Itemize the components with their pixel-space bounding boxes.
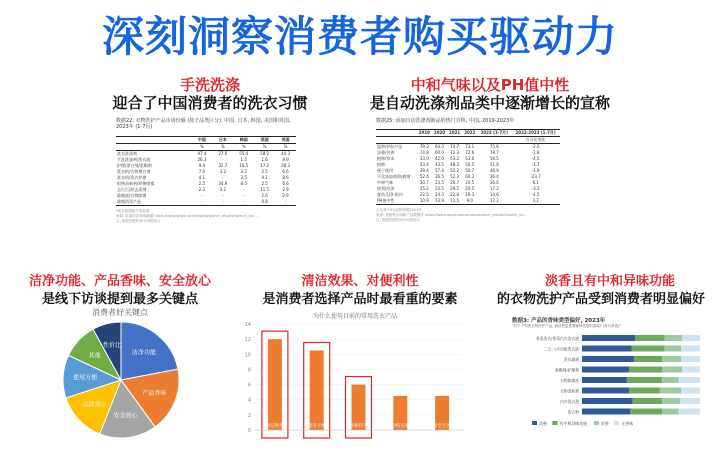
panel2-heading-red: 中和气味以及PH值中性 (410, 76, 570, 94)
table-cell: 8.9 (282, 157, 289, 162)
panel2-unit (462, 137, 477, 144)
table-cell: 2.5 (261, 169, 268, 174)
y-category-label: 二合一/多功能洗衣液 (543, 346, 579, 352)
bar-chart-title: 为什么使用目前的常用洗衣产品 (312, 313, 397, 320)
table-cell: 24.3 (435, 192, 444, 197)
table-cell: 14.6 (489, 192, 499, 197)
table-cell: -4.5 (531, 192, 540, 197)
stacked-bar-segment (682, 335, 700, 341)
table-cell: 32.7 (218, 163, 228, 168)
panel5-heading-black: 的衣物洗护产品受到消费者明显偏好 (496, 292, 705, 307)
panel2-table (376, 129, 560, 205)
table-cell: 8.6 (282, 175, 289, 180)
panel1-col-header: 韩国 (233, 137, 254, 144)
table-cell: - (212, 199, 233, 206)
table-cell: 20.5 (465, 186, 475, 191)
table-cell: 抑菌 (377, 162, 385, 167)
stacked-bar-segment (634, 356, 662, 362)
table-cell: 13.9 (432, 198, 447, 205)
table-cell: 不含添加剂/防腐剂 (377, 174, 411, 179)
stacked-bar-segment (582, 356, 634, 362)
table-cell: 22.5 (419, 192, 429, 197)
table-cell: 20.5 (465, 180, 475, 185)
table-cell: 53.2 (450, 156, 460, 161)
panel2-col-header (376, 130, 417, 137)
table-cell: 17.2 (489, 186, 499, 191)
stacked-bar-segment (682, 367, 700, 373)
panel2-unit (447, 137, 462, 144)
panel2-col-header: 2021 (449, 130, 461, 135)
panel1-col-header: 中国 (191, 137, 212, 144)
table-cell: 便利/经济 (377, 186, 395, 191)
table-cell: 11.5 (447, 198, 462, 205)
table-cell: -1.9 (531, 168, 540, 173)
table-cell: 55.4 (239, 151, 249, 156)
table-cell: 植物/草本 (377, 156, 395, 161)
table-cell: - (275, 199, 296, 206)
table-cell: 6.6 (282, 181, 289, 186)
y-category-label: 衣物除菌液 (560, 378, 579, 383)
stacked-bar-segment (662, 398, 680, 404)
panel1-col-header: 英国 (275, 137, 296, 144)
table-cell: 2.9 (282, 187, 289, 192)
bar (265, 339, 284, 430)
table-cell: 12.2 (477, 198, 511, 205)
table-cell: PH值中性 (376, 198, 417, 205)
stacked-bar-segment (665, 346, 682, 352)
x-tick-label: 安全无害 (433, 424, 452, 429)
table-cell: 织物清新剂/织物喷雾 (117, 181, 155, 186)
stacked-bar-segment (665, 335, 683, 341)
table-cell: 18.5 (239, 163, 249, 168)
page-title: 深刻洞察消费者购买驱动力 (101, 12, 618, 61)
table-cell: 23.5 (435, 186, 444, 191)
table-cell: 8.5 (240, 181, 247, 186)
table-cell: 17.2 (260, 163, 270, 168)
table-cell: - (233, 199, 254, 206)
pie-chart (36, 318, 206, 442)
panel1-footnote: 注: 数据依据时间不同段展示 (116, 219, 161, 223)
y-category-label: 洗衣粉 (567, 409, 579, 415)
pie-slice-label: 安全放心 (113, 412, 138, 420)
panel1-heading-black: 迎合了中国消费者的洗衣习惯 (112, 94, 308, 112)
table-cell: 72.3 (450, 150, 460, 155)
table-cell: 温和/护肤产品 (377, 144, 403, 149)
table-cell: 除菌液/衣物除菌 (117, 193, 147, 198)
table-cell: 57.4 (435, 168, 444, 173)
panel2-footnote: 注: 数据依据时间不同段展示 (376, 218, 421, 222)
table-cell: 4.1 (198, 175, 206, 180)
panel1-unit: % (275, 144, 296, 151)
stacked-bar-segment (582, 388, 629, 394)
table-cell: - (222, 193, 224, 198)
stacked-bar-segment (582, 409, 630, 415)
panel1-col-header: 美国 (254, 137, 275, 144)
table-row (376, 198, 560, 205)
table-cell: 39.4 (419, 168, 429, 173)
table-cell: 23.4 (419, 162, 429, 167)
panel2-unit (376, 137, 417, 144)
table-cell: 19.3 (465, 192, 475, 197)
panel1-col-header (116, 137, 191, 144)
table-cell: 50.7 (465, 168, 475, 173)
panel3-heading-red: 洁净功能、产品香味、安全放心 (28, 274, 211, 289)
bar (307, 351, 326, 431)
y-tick-label: 6 (247, 382, 251, 389)
table-cell: 中和气味 (377, 180, 393, 185)
table-cell: 1.6 (261, 157, 268, 162)
stacked-bar-segment (582, 335, 635, 341)
stacked-bar-segment (679, 377, 700, 383)
panel2-doc-title: 数据25: 添加自动洗涤剂新品的热门宣称, 中国, 2019-2023年 (376, 118, 515, 124)
panel5-chart-subtitle: "对于下列洗衣物洗护产品, 请问您更喜欢哪种类型的香味? (每行单选)" (512, 324, 622, 328)
legend-label: 浓香 (600, 421, 609, 426)
table-cell: 47.4 (197, 151, 207, 156)
panel2-heading-black: 是自动洗涤剂品类中逐渐增长的宣称 (370, 94, 611, 112)
y-category-label: 衣物清新剂 (560, 388, 579, 394)
table-cell: 3.2 (240, 169, 247, 174)
panel1-note: *统计数据缺失的渠道 (116, 209, 150, 213)
table-cell: 58.2 (260, 151, 270, 156)
y-category-label: 香氛洗衣/香氛内衣洗衣液 (535, 336, 579, 341)
panel1-unit: % (233, 144, 254, 151)
table-cell: 9.0 (462, 198, 477, 205)
legend-label: 有中和异味功能 (559, 421, 588, 426)
table-cell: 79.3 (419, 144, 429, 149)
legend-swatch (594, 421, 599, 425)
stacked-bar-segment (582, 398, 633, 404)
table-cell: 7.0 (198, 169, 206, 174)
stacked-bar-chart (512, 329, 704, 437)
panel5-doc-title: 数据3: 产品的香味类型偏好, 2023年 (512, 318, 606, 324)
table-cell: - (222, 175, 224, 180)
stacked-bar-segment (681, 346, 700, 352)
table-cell: 34.9 (218, 181, 228, 186)
table-cell: - (242, 187, 245, 192)
panel3-heading-black: 是线下访谈提到最多关键点 (41, 292, 198, 307)
table-cell: 3.2 (219, 187, 226, 192)
pie-slice-label: 使用方便 (73, 374, 98, 382)
table-cell: 0.8 (254, 199, 275, 206)
table-cell: 73.1 (465, 144, 475, 149)
pie-slice-label: 其他 (88, 352, 101, 360)
stacked-bar-segment (635, 335, 665, 341)
table-cell: 6.1 (532, 180, 539, 185)
stacked-bar-segment (662, 409, 679, 415)
table-cell: -1.7 (531, 162, 540, 167)
stacked-bar-segment (681, 356, 700, 362)
table-cell: 20.7 (450, 180, 460, 185)
table-cell: 去污污渍/去渍剂 (117, 187, 147, 192)
table-cell: 11.5 (260, 187, 270, 192)
panel2-col-header: 2022-2023 (1-7月) (511, 130, 560, 137)
legend-swatch (614, 421, 619, 425)
stacked-bar-segment (629, 367, 662, 373)
panel2-note: 占比高于5%宣称按照2023年 (376, 208, 422, 212)
table-cell: 60.3 (465, 174, 475, 179)
table-cell: 护理/漂白剂/柔顺剂 (117, 163, 152, 168)
panel1-unit: % (191, 144, 212, 151)
table-cell: 48.3 (450, 162, 460, 167)
panel1-unit (116, 144, 191, 151)
pie-slice-label: 品牌效应 (82, 401, 107, 409)
panel2-source: 来源: 英敏特全球新产品数据库 https://www.gnpd.com/sinatra/search_results?search_id=... (376, 213, 529, 217)
stacked-bar-segment (582, 367, 629, 373)
y-tick-label: 12 (244, 337, 251, 344)
legend-swatch (552, 421, 557, 425)
stacked-bar-segment (662, 367, 682, 373)
table-cell: 36.4 (489, 174, 499, 179)
stacked-bar-segment (681, 388, 700, 394)
pie-chart-title: 消费者好关键点 (92, 308, 148, 317)
panel2-unit (432, 137, 447, 144)
table-cell: 51.8 (489, 162, 499, 167)
table-cell: - (191, 199, 212, 206)
table-cell: 26.6 (489, 180, 499, 185)
table-cell: 9.4 (198, 163, 206, 168)
table-cell: 6.6 (282, 169, 289, 174)
table-cell: 3.2 (219, 169, 226, 174)
legend-label: 无香味 (621, 421, 634, 426)
stacked-bar-segment (632, 346, 665, 352)
y-tick-label: 8 (247, 367, 251, 374)
table-cell: 78.7 (489, 150, 499, 155)
stacked-bar-segment (680, 398, 700, 404)
table-cell: -2.5 (531, 144, 540, 149)
stacked-bar-segment (633, 398, 663, 404)
y-category-label: 内衣洗衣液 (560, 399, 579, 404)
table-cell: 添香/芳香 (377, 150, 395, 155)
stacked-bar-segment (662, 377, 679, 383)
table-cell: 2.5 (198, 181, 206, 186)
panel1-source: 来源: 欧睿信息咨询数据 https://www.gnpd.com/sinatra/search_results?search_id=... (116, 214, 259, 218)
table-cell: 洗衣机/衣物增白剂 (117, 169, 151, 174)
table-cell: - (222, 157, 224, 162)
stacked-bar-segment (679, 409, 700, 415)
table-cell: 58.5 (489, 156, 499, 161)
table-cell: 55.2 (450, 168, 460, 173)
table-cell: 64.3 (435, 144, 444, 149)
table-cell: 53.6 (465, 156, 475, 161)
panel1-document (116, 118, 296, 238)
table-cell: 43.5 (435, 162, 444, 167)
panel2-unit (477, 137, 511, 144)
table-cell: 1.5 (240, 157, 247, 162)
table-cell: 手洗洗涤剂/洗衣液 (117, 157, 151, 162)
table-cell: -4.5 (531, 156, 540, 161)
panel2-col-header: 2019 (418, 130, 430, 135)
table-cell: 50.5 (465, 162, 475, 167)
table-cell: 48.9 (489, 168, 499, 173)
table-cell: 33.0 (419, 156, 429, 161)
legend-swatch (532, 421, 537, 425)
table-cell: 10.9 (417, 198, 432, 205)
table-cell: 60.0 (435, 150, 444, 155)
table-cell: 23.5 (435, 180, 444, 185)
table-cell: 2.3 (198, 187, 206, 192)
table-cell: 3.2 (511, 198, 560, 205)
table-cell: 4.1 (261, 175, 268, 180)
y-tick-label: 10 (244, 352, 251, 359)
table-cell: 28.3 (281, 163, 290, 168)
panel2-col-header: 2020 (433, 130, 446, 135)
y-category-label: 柔顺剂/护理剂 (554, 367, 579, 373)
table-cell: 29.5 (450, 186, 460, 191)
table-cell: 26.3 (197, 157, 207, 162)
legend-label: 淡香 (539, 421, 547, 426)
table-cell: 74.8 (419, 150, 429, 155)
panel1-table (116, 136, 296, 206)
table-cell: 44.3 (281, 151, 290, 156)
table-cell: 2.9 (282, 193, 289, 198)
panel1-col-header: 日本 (212, 137, 233, 144)
panel2-unit: 百分比变化 (511, 137, 560, 144)
panel2-col-header: 2022 (464, 130, 476, 135)
y-tick-label: 2 (247, 412, 251, 419)
table-cell: 75.6 (489, 144, 499, 149)
x-tick-label: 使用方便 (307, 424, 326, 429)
table-cell: 27.6 (218, 151, 228, 156)
stacked-bar-segment (627, 377, 662, 383)
table-cell: 便于使用 (377, 168, 393, 173)
table-cell: 除菌消毒产品 (116, 199, 191, 206)
table-cell: 42.0 (435, 156, 444, 161)
table-cell: - (242, 193, 245, 198)
table-cell: 3.5 (240, 175, 247, 180)
panel1-heading-red: 手洗洗涤 (179, 76, 240, 94)
table-cell: 洗衣洗涤剂 (117, 151, 137, 156)
y-tick-label: 14 (244, 322, 251, 328)
y-tick-label: 0 (247, 428, 251, 434)
stacked-bar-segment (660, 388, 681, 394)
table-cell: 2.6 (261, 193, 268, 198)
panel1-unit: % (212, 144, 233, 151)
stacked-bar-segment (662, 356, 681, 362)
panel5-document (512, 318, 704, 442)
stacked-bar-segment (630, 409, 662, 415)
panel4-heading-red: 清洁效果、对便利性 (301, 274, 419, 289)
bar-chart (238, 318, 468, 442)
y-category-label: 洗衣凝珠 (563, 357, 579, 362)
panel2-document (376, 118, 560, 240)
x-tick-label: 清洁效果 (265, 424, 284, 429)
table-cell: 52.4 (419, 174, 429, 179)
panel2-col-header: 2023 (1-7月) (477, 130, 511, 137)
table-cell: 2.5 (261, 181, 268, 186)
table-cell: 52.3 (450, 174, 460, 179)
stacked-bar-segment (582, 346, 632, 352)
table-cell: -1.8 (531, 150, 540, 155)
table-cell: 36.5 (435, 174, 444, 179)
panel1-doc-title: 数据22: 衣物洗护产品市场份额 (按子品类区分), 中国, 日本, 韩国, 美国和英国, 2023年 (1-7月) (116, 118, 291, 130)
y-tick-label: 4 (247, 397, 251, 404)
table-cell: 婴幼儿(0-4岁) (377, 192, 403, 197)
table-cell: 洗衣机/洗衣护理 (117, 175, 147, 180)
panel4-heading-black: 是消费者选择产品时最看重的要素 (262, 292, 458, 307)
x-tick-label: 价格实惠 (391, 424, 410, 429)
pie-slice-label: 性价比 (103, 342, 122, 350)
panel2-unit (417, 137, 432, 144)
panel1-unit: % (254, 144, 275, 151)
table-cell: -23.7 (530, 174, 541, 179)
table-row (116, 199, 296, 206)
stacked-bar-segment (629, 388, 660, 394)
x-tick-label: 香味持久 (349, 424, 368, 429)
table-cell: 22.0 (450, 192, 460, 197)
table-cell: 74.7 (450, 144, 460, 149)
table-cell: - (201, 193, 203, 198)
pie-slice-label: 洁净功能 (131, 349, 156, 357)
table-cell: 25.2 (419, 186, 429, 191)
table-cell: 72.6 (465, 150, 475, 155)
pie-slice-label: 产品香味 (142, 390, 167, 398)
table-cell: -3.3 (531, 186, 540, 191)
panel5-heading-red: 淡香且有中和异味功能 (544, 274, 675, 289)
table-cell: 30.7 (419, 180, 429, 185)
stacked-bar-segment (582, 377, 627, 383)
